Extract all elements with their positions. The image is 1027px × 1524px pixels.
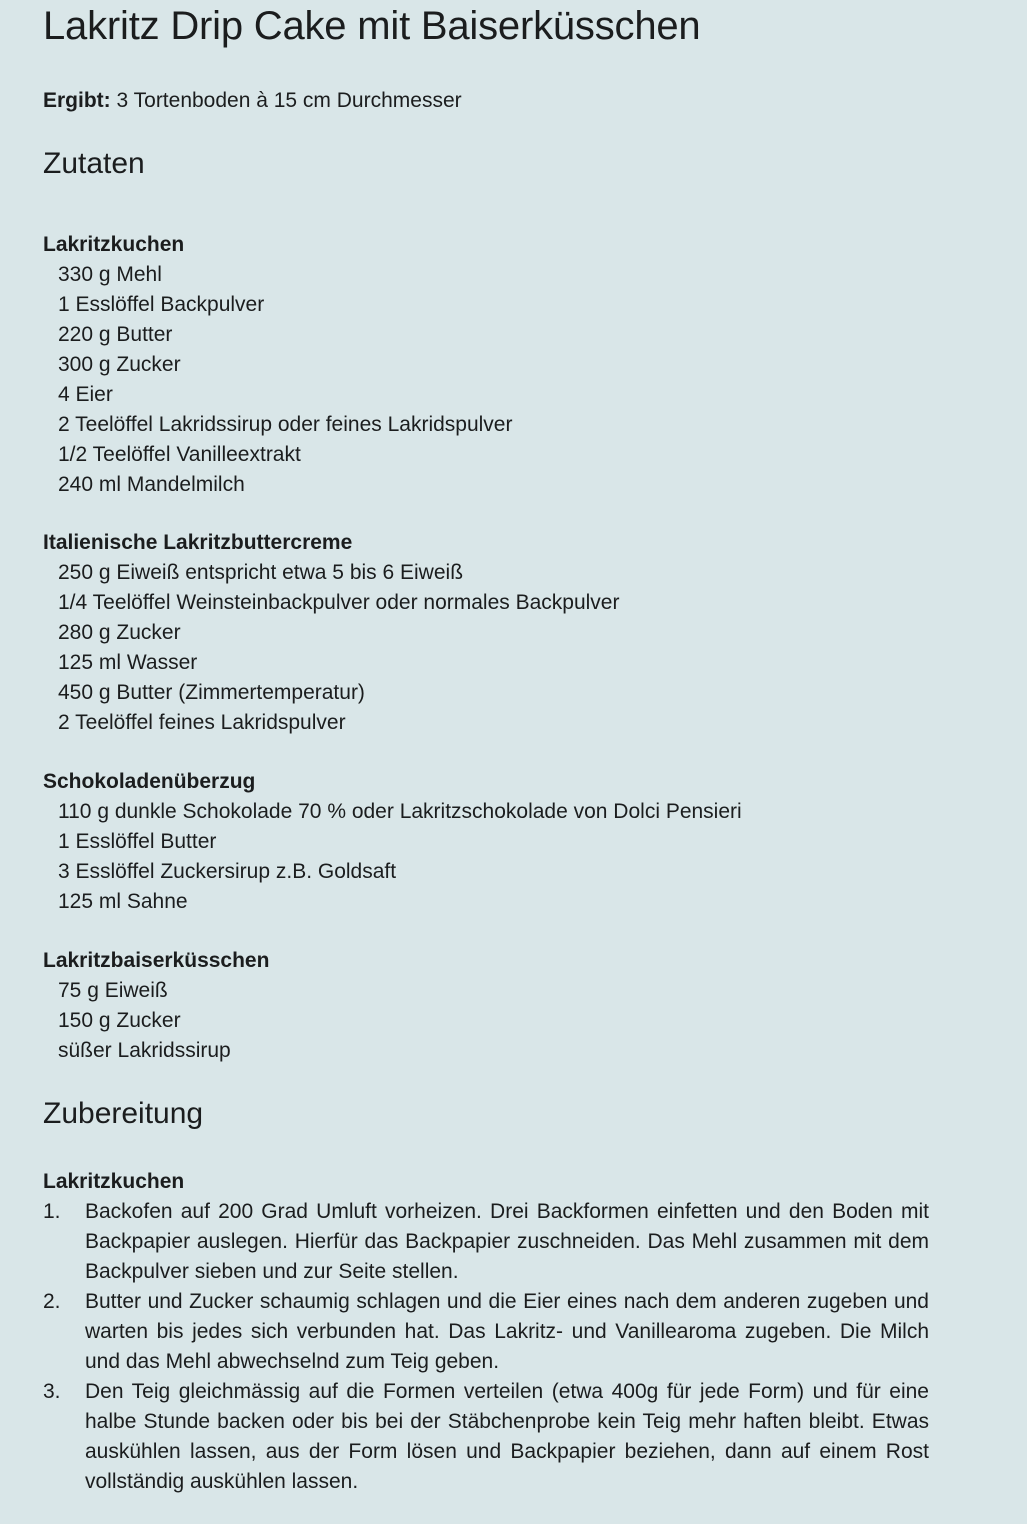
ingredient-list [43, 976, 929, 1066]
ingredient-item: 1/4 Teelöffel Weinsteinbackpulver oder normales Backpulver [58, 591, 620, 614]
ingredient-group-buttercreme [43, 528, 929, 738]
preparation-steps [43, 1197, 929, 1497]
ingredient-item: 125 ml Sahne [58, 890, 188, 913]
step-number: 3. [43, 1380, 61, 1403]
ingredient-list [43, 558, 929, 738]
ingredient-item: 450 g Butter (Zimmertemperatur) [58, 681, 365, 704]
ingredient-list [43, 260, 929, 500]
ingredient-item: 3 Esslöffel Zuckersirup z.B. Goldsaft [58, 860, 397, 883]
ingredient-item: 1 Esslöffel Butter [58, 830, 217, 853]
yield-label: Ergibt: [43, 89, 111, 112]
ingredient-group-title: Italienische Lakritzbuttercreme [43, 531, 353, 554]
yield-value: 3 Tortenboden à 15 cm Durchmesser [116, 89, 462, 112]
step-number: 1. [43, 1200, 61, 1223]
step-text: Butter und Zucker schaumig schlagen und die Eier eines nach dem anderen zugeben und warten bis jedes sich verbunden hat. Das Lakritz- und Vanillearoma zugeben. Die Milch und das Mehl abwechselnd zum Teig geben. [85, 1290, 929, 1373]
ingredient-item: 4 Eier [58, 383, 113, 406]
recipe-title: Lakritz Drip Cake mit Baiserküsschen [43, 4, 701, 48]
ingredient-group-schokoladenueberzug [43, 767, 929, 917]
ingredient-item: 2 Teelöffel Lakridssirup oder feines Lakridspulver [58, 413, 513, 436]
preparation-heading: Zubereitung [43, 1097, 204, 1130]
ingredient-item: 240 ml Mandelmilch [58, 473, 245, 496]
ingredient-item: 110 g dunkle Schokolade 70 % oder Lakritzschokolade von Dolci Pensieri [58, 800, 742, 823]
ingredient-item: 330 g Mehl [58, 263, 162, 286]
preparation-step [43, 1377, 929, 1497]
preparation-group-lakritzkuchen [43, 1167, 929, 1497]
preparation-step [43, 1287, 929, 1377]
ingredient-group-lakritzkuchen [43, 230, 929, 500]
preparation-group-title: Lakritzkuchen [43, 1170, 185, 1193]
recipe-yield [43, 87, 462, 115]
ingredient-item: 125 ml Wasser [58, 651, 198, 674]
ingredient-group-baiserkuesschen [43, 946, 929, 1066]
ingredient-item: 250 g Eiweiß entspricht etwa 5 bis 6 Eiweiß [58, 561, 464, 584]
ingredient-group-title: Lakritzkuchen [43, 233, 185, 256]
ingredient-item: 220 g Butter [58, 323, 173, 346]
ingredient-item: 150 g Zucker [58, 1009, 181, 1032]
step-text: Backofen auf 200 Grad Umluft vorheizen. Drei Backformen einfetten und den Boden mit Backpapier auslegen. Hierfür das Backpapier zuschneiden. Das Mehl zusammen mit dem Backpulver sieben und zur Seite stellen. [85, 1200, 929, 1283]
ingredient-item: 300 g Zucker [58, 353, 181, 376]
step-number: 2. [43, 1290, 61, 1313]
ingredient-item: 1/2 Teelöffel Vanilleextrakt [58, 443, 301, 466]
ingredient-item: süßer Lakridssirup [58, 1039, 231, 1062]
ingredient-group-title: Lakritzbaiserküsschen [43, 949, 270, 972]
ingredient-group-title: Schokoladenüberzug [43, 770, 256, 793]
ingredient-item: 75 g Eiweiß [58, 979, 168, 1002]
ingredients-heading: Zutaten [43, 147, 145, 180]
ingredient-item: 280 g Zucker [58, 621, 181, 644]
ingredient-item: 2 Teelöffel feines Lakridspulver [58, 711, 346, 734]
ingredient-item: 1 Esslöffel Backpulver [58, 293, 265, 316]
ingredient-list [43, 797, 929, 917]
preparation-step [43, 1197, 929, 1287]
step-text: Den Teig gleichmässig auf die Formen verteilen (etwa 400g für jede Form) und für eine halbe Stunde backen oder bis bei der Stäbchenprobe kein Teig mehr haften bleibt. Etwas auskühlen lassen, aus der Form lösen und Backpapier beziehen, dann auf einem Rost vollständig auskühlen lassen. [85, 1380, 929, 1493]
